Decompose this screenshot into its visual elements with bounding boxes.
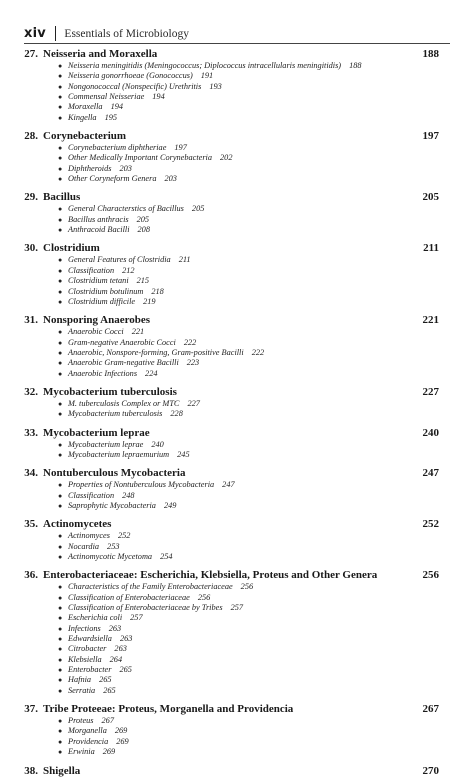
chapter-title: Shigella xyxy=(43,764,81,777)
topic-item[interactable] xyxy=(24,204,439,214)
topic-item[interactable] xyxy=(24,634,439,644)
topic-page-number: 191 xyxy=(200,71,214,81)
topic-page-number: 202 xyxy=(220,153,233,163)
topic-item[interactable] xyxy=(24,71,439,81)
chapter-number: 32. xyxy=(24,385,38,398)
topic-title: Corynebacterium diphtheriae xyxy=(68,143,167,153)
bullet-icon: ● xyxy=(58,532,63,541)
topic-list xyxy=(24,61,439,123)
topic-title: Clostridium tetani xyxy=(68,276,129,286)
topic-list xyxy=(24,399,439,420)
topic-page-number: 208 xyxy=(137,225,150,235)
topic-item[interactable] xyxy=(24,582,439,592)
topic-page-number: 193 xyxy=(209,81,222,91)
topic-title: Anthracoid Bacilli xyxy=(68,225,130,235)
topic-title: Anaerobic Infections xyxy=(68,368,138,378)
chapter-number: 27. xyxy=(24,48,38,60)
topic-page-number: 224 xyxy=(145,368,158,378)
topic-title: Nongonococcal (Nonspecific) Urethritis xyxy=(68,81,202,91)
topic-title: Nocardia xyxy=(68,541,100,551)
topic-page-number: 205 xyxy=(136,214,150,224)
topic-page-number: 212 xyxy=(122,265,135,275)
topic-item[interactable] xyxy=(24,174,439,184)
topic-list xyxy=(24,440,439,461)
chapter-heading[interactable] xyxy=(24,241,439,255)
chapter-page-number: 252 xyxy=(422,518,439,531)
chapter-page-number: 240 xyxy=(422,426,439,439)
chapter-entry xyxy=(24,466,439,511)
chapter-heading[interactable] xyxy=(24,517,439,531)
bullet-icon: ● xyxy=(58,72,63,81)
topic-title: Diphtheroids xyxy=(68,163,112,173)
topic-item[interactable] xyxy=(24,716,439,726)
topic-title: Klebsiella xyxy=(68,654,102,664)
chapter-title: Mycobacterium tuberculosis xyxy=(43,385,177,398)
topic-title: Enterobacter xyxy=(68,665,112,675)
topic-title: Other Medically Important Corynebacteria xyxy=(68,153,213,163)
topic-title: Anaerobic, Nonspore-forming, Gram-positive Bacilli xyxy=(68,347,244,357)
topic-page-number: 248 xyxy=(122,490,135,500)
bullet-icon: ● xyxy=(58,748,63,757)
chapter-entry xyxy=(24,568,439,696)
bullet-icon: ● xyxy=(58,604,63,613)
bullet-icon: ● xyxy=(58,226,63,235)
topic-title: Morganella xyxy=(68,726,107,736)
bullet-icon: ● xyxy=(58,338,63,347)
topic-item[interactable] xyxy=(24,480,439,490)
topic-item[interactable] xyxy=(24,276,439,286)
chapter-heading[interactable] xyxy=(24,385,439,399)
bullet-icon: ● xyxy=(58,399,63,408)
chapter-page-number: 211 xyxy=(423,242,439,255)
chapter-page-number: 256 xyxy=(422,569,439,582)
chapter-entry xyxy=(24,313,439,379)
topic-item[interactable] xyxy=(24,225,439,235)
topic-item[interactable] xyxy=(24,440,439,450)
bullet-icon: ● xyxy=(58,175,63,184)
topic-page-number: 222 xyxy=(251,347,265,357)
topic-item[interactable] xyxy=(24,113,439,123)
chapter-title: Nonsporing Anaerobes xyxy=(43,314,151,327)
bullet-icon: ● xyxy=(58,154,63,163)
topic-title: Characteristics of the Family Enterobacteriaceae xyxy=(68,582,233,592)
topic-list xyxy=(24,327,439,379)
topic-item[interactable] xyxy=(24,552,439,562)
topic-item[interactable] xyxy=(24,675,439,685)
chapter-entry xyxy=(24,702,439,757)
chapter-title: Bacillus xyxy=(43,191,81,204)
topic-page-number: 205 xyxy=(191,204,205,214)
topic-title: Moraxella xyxy=(68,102,103,112)
topic-item[interactable] xyxy=(24,409,439,419)
topic-item[interactable] xyxy=(24,603,439,613)
bullet-icon: ● xyxy=(58,205,63,214)
chapter-title: Neisseria and Moraxella xyxy=(43,48,158,60)
topic-title: Classification xyxy=(68,490,115,500)
topic-item[interactable] xyxy=(24,531,439,541)
topic-page-number: 265 xyxy=(119,665,132,675)
topic-title: Clostridium botulinum xyxy=(68,286,144,296)
chapter-page-number: 227 xyxy=(422,385,439,398)
bullet-icon: ● xyxy=(58,542,63,551)
topic-page-number: 195 xyxy=(104,112,118,122)
chapter-page-number: 267 xyxy=(422,703,439,716)
topic-page-number: 256 xyxy=(240,582,254,592)
topic-item[interactable] xyxy=(24,297,439,307)
chapter-number: 37. xyxy=(24,703,38,716)
bullet-icon: ● xyxy=(58,624,63,633)
chapter-page-number: 247 xyxy=(422,467,439,480)
page-number: xiv xyxy=(24,26,46,41)
bullet-icon: ● xyxy=(58,287,63,296)
bullet-icon: ● xyxy=(58,717,63,726)
topic-list xyxy=(24,716,439,757)
topic-page-number: 218 xyxy=(151,286,164,296)
chapter-entry xyxy=(24,426,439,461)
bullet-icon: ● xyxy=(58,655,63,664)
topic-item[interactable] xyxy=(24,593,439,603)
topic-item[interactable] xyxy=(24,655,439,665)
topic-page-number: 265 xyxy=(99,675,112,685)
topic-page-number: 269 xyxy=(102,747,116,757)
chapter-number: 29. xyxy=(24,191,38,204)
topic-title: Mycobacterium lepraemurium xyxy=(68,449,170,459)
topic-title: Neisseria meningitidis (Meningococcus; Diplococcus intracellularis meningitidis) xyxy=(68,61,342,70)
topic-page-number: 247 xyxy=(222,480,235,490)
topic-title: Anaerobic Gram-negative Bacilli xyxy=(68,358,179,368)
topic-item[interactable] xyxy=(24,102,439,112)
topic-page-number: 188 xyxy=(349,61,362,70)
topic-title: M. tuberculosis Complex or MTC xyxy=(68,398,180,408)
chapter-number: 36. xyxy=(24,569,38,582)
chapter-title: Mycobacterium leprae xyxy=(43,426,150,439)
topic-title: Actinomycotic Mycetoma xyxy=(68,552,153,561)
bullet-icon: ● xyxy=(58,215,63,224)
topic-title: Infections xyxy=(68,623,101,633)
bullet-icon: ● xyxy=(58,450,63,459)
bullet-icon: ● xyxy=(58,410,63,419)
topic-item[interactable] xyxy=(24,358,439,368)
running-header xyxy=(24,26,189,41)
topic-item[interactable] xyxy=(24,542,439,552)
topic-item[interactable] xyxy=(24,726,439,736)
topic-title: Commensal Neisseriae xyxy=(68,92,145,102)
bullet-icon: ● xyxy=(58,666,63,675)
bullet-icon: ● xyxy=(58,645,63,654)
topic-title: Escherichia coli xyxy=(68,613,123,623)
chapter-heading[interactable] xyxy=(24,129,439,143)
table-of-contents xyxy=(24,47,439,784)
topic-page-number: 263 xyxy=(119,634,133,644)
chapter-heading[interactable] xyxy=(24,764,439,778)
chapter-number: 33. xyxy=(24,426,38,439)
chapter-title: Clostridium xyxy=(43,242,100,255)
topic-title: Actinomyces xyxy=(68,531,110,541)
topic-title: General Characterstics of Bacillus xyxy=(68,204,184,214)
bullet-icon: ● xyxy=(58,359,63,368)
bullet-icon: ● xyxy=(58,614,63,623)
chapter-number: 35. xyxy=(24,518,38,531)
bullet-icon: ● xyxy=(58,62,63,70)
chapter-page-number: 270 xyxy=(422,764,439,777)
header-rule xyxy=(24,43,450,44)
chapter-heading[interactable] xyxy=(24,568,439,582)
topic-list xyxy=(24,480,439,511)
chapter-entry xyxy=(24,190,439,235)
topic-page-number: 222 xyxy=(183,337,197,347)
bullet-icon: ● xyxy=(58,144,63,153)
topic-page-number: 203 xyxy=(119,163,132,173)
topic-item[interactable] xyxy=(24,686,439,696)
bullet-icon: ● xyxy=(58,82,63,91)
topic-title: Erwinia xyxy=(68,747,95,757)
topic-title: Mycobacterium tuberculosis xyxy=(68,409,163,419)
topic-item[interactable] xyxy=(24,747,439,757)
topic-page-number: 254 xyxy=(160,552,173,561)
topic-title: Classification of Enterobacteriaceae by Tribes xyxy=(68,603,223,613)
topic-page-number: 240 xyxy=(151,439,164,449)
topic-title: Hafnia xyxy=(68,675,92,685)
bullet-icon: ● xyxy=(58,593,63,602)
topic-page-number: 264 xyxy=(109,654,123,664)
bullet-icon: ● xyxy=(58,553,63,561)
chapter-page-number: 197 xyxy=(422,130,439,143)
topic-item[interactable] xyxy=(24,348,439,358)
bullet-icon: ● xyxy=(58,103,63,112)
topic-item[interactable] xyxy=(24,491,439,501)
topic-title: Citrobacter xyxy=(68,644,107,654)
topic-item[interactable] xyxy=(24,737,439,747)
topic-page-number: 257 xyxy=(230,603,244,613)
topic-page-number: 211 xyxy=(178,255,191,265)
chapter-number: 34. xyxy=(24,467,38,480)
chapter-number: 31. xyxy=(24,314,38,327)
topic-title: Bacillus anthracis xyxy=(68,214,129,224)
topic-page-number: 194 xyxy=(110,102,124,112)
topic-item[interactable] xyxy=(24,613,439,623)
bullet-icon: ● xyxy=(58,491,63,500)
topic-page-number: 203 xyxy=(164,174,177,184)
bullet-icon: ● xyxy=(58,686,63,695)
bullet-icon: ● xyxy=(58,676,63,685)
topic-list xyxy=(24,582,439,696)
bullet-icon: ● xyxy=(58,727,63,736)
chapter-heading[interactable] xyxy=(24,426,439,440)
bullet-icon: ● xyxy=(58,501,63,510)
topic-list xyxy=(24,143,439,184)
bullet-icon: ● xyxy=(58,481,63,490)
bullet-icon: ● xyxy=(58,277,63,286)
chapter-title: Tribe Proteeae: Proteus, Morganella and Providencia xyxy=(43,703,294,716)
topic-title: Kingella xyxy=(68,112,97,122)
topic-list xyxy=(24,204,439,235)
topic-page-number: 267 xyxy=(101,716,114,726)
bullet-icon: ● xyxy=(58,266,63,275)
chapter-page-number: 221 xyxy=(422,314,439,327)
bullet-icon: ● xyxy=(58,328,63,337)
chapter-heading[interactable] xyxy=(24,702,439,716)
topic-page-number: 245 xyxy=(177,449,190,459)
topic-list xyxy=(24,255,439,307)
book-title: Essentials of Microbiology xyxy=(64,27,189,40)
topic-page-number: 249 xyxy=(163,500,177,510)
topic-title: Other Coryneform Genera xyxy=(68,174,157,184)
topic-page-number: 257 xyxy=(130,613,143,623)
bullet-icon: ● xyxy=(58,256,63,265)
topic-page-number: 215 xyxy=(136,276,150,286)
topic-item[interactable] xyxy=(24,624,439,634)
topic-item[interactable] xyxy=(24,215,439,225)
bullet-icon: ● xyxy=(58,93,63,102)
topic-page-number: 197 xyxy=(174,143,187,153)
topic-title: Providencia xyxy=(68,736,109,746)
chapter-title: Corynebacterium xyxy=(43,130,127,143)
chapter-entry xyxy=(24,129,439,184)
topic-title: Mycobacterium leprae xyxy=(68,439,144,449)
chapter-heading[interactable] xyxy=(24,190,439,204)
chapter-entry xyxy=(24,764,439,778)
topic-title: Clostridium difficile xyxy=(68,296,136,306)
topic-item[interactable] xyxy=(24,450,439,460)
topic-item[interactable] xyxy=(24,61,439,71)
chapter-entry xyxy=(24,47,439,123)
topic-list xyxy=(24,531,439,562)
topic-item[interactable] xyxy=(24,644,439,654)
chapter-title: Actinomycetes xyxy=(43,518,112,531)
topic-page-number: 227 xyxy=(187,398,200,408)
chapter-number: 30. xyxy=(24,242,38,255)
topic-title: General Features of Clostridia xyxy=(68,255,171,265)
topic-page-number: 269 xyxy=(114,726,128,736)
chapter-entry xyxy=(24,241,439,307)
bullet-icon: ● xyxy=(58,583,63,592)
header-divider xyxy=(55,26,57,41)
chapter-entry xyxy=(24,517,439,562)
topic-title: Neisseria gonorrhoeae (Gonococcus) xyxy=(68,71,193,81)
topic-page-number: 253 xyxy=(107,541,120,551)
chapter-page-number: 188 xyxy=(422,48,439,60)
topic-item[interactable] xyxy=(24,665,439,675)
topic-page-number: 263 xyxy=(114,644,127,654)
topic-item[interactable] xyxy=(24,143,439,153)
topic-item[interactable] xyxy=(24,338,439,348)
topic-title: Serratia xyxy=(68,685,96,695)
chapter-page-number: 205 xyxy=(422,191,439,204)
chapter-number: 38. xyxy=(24,764,38,777)
topic-item[interactable] xyxy=(24,501,439,511)
topic-title: Saprophytic Mycobacteria xyxy=(68,500,156,510)
topic-title: Classification of Enterobacteriaceae xyxy=(68,592,190,602)
topic-item[interactable] xyxy=(24,255,439,265)
topic-page-number: 219 xyxy=(143,296,156,306)
bullet-icon: ● xyxy=(58,635,63,644)
topic-item[interactable] xyxy=(24,82,439,92)
topic-item[interactable] xyxy=(24,369,439,379)
topic-item[interactable] xyxy=(24,92,439,102)
bullet-icon: ● xyxy=(58,113,63,122)
topic-page-number: 228 xyxy=(170,409,183,419)
topic-page-number: 223 xyxy=(186,358,200,368)
chapter-heading[interactable] xyxy=(24,313,439,327)
chapter-title: Enterobacteriaceae: Escherichia, Klebsiella, Proteus and Other Genera xyxy=(43,569,378,582)
topic-item[interactable] xyxy=(24,287,439,297)
topic-page-number: 221 xyxy=(131,327,145,337)
bullet-icon: ● xyxy=(58,164,63,173)
bullet-icon: ● xyxy=(58,369,63,378)
chapter-heading[interactable] xyxy=(24,47,439,61)
topic-page-number: 194 xyxy=(152,92,165,102)
topic-page-number: 269 xyxy=(116,736,129,746)
chapter-title: Nontuberculous Mycobacteria xyxy=(43,467,186,480)
topic-title: Gram-negative Anaerobic Cocci xyxy=(68,337,176,347)
chapter-entry xyxy=(24,385,439,420)
topic-title: Properties of Nontuberculous Mycobacteria xyxy=(68,480,215,490)
topic-item[interactable] xyxy=(24,266,439,276)
topic-page-number: 252 xyxy=(117,531,131,541)
chapter-number: 28. xyxy=(24,130,38,143)
topic-item[interactable] xyxy=(24,164,439,174)
bullet-icon: ● xyxy=(58,440,63,449)
topic-title: Edwardsiella xyxy=(68,634,112,644)
topic-page-number: 256 xyxy=(197,592,211,602)
topic-page-number: 263 xyxy=(108,623,122,633)
chapter-heading[interactable] xyxy=(24,466,439,480)
topic-title: Anaerobic Cocci xyxy=(68,327,124,337)
bullet-icon: ● xyxy=(58,737,63,746)
topic-title: Classification xyxy=(68,265,115,275)
topic-page-number: 265 xyxy=(103,685,116,695)
topic-title: Proteus xyxy=(68,716,94,726)
topic-item[interactable] xyxy=(24,327,439,337)
bullet-icon: ● xyxy=(58,297,63,306)
topic-item[interactable] xyxy=(24,399,439,409)
bullet-icon: ● xyxy=(58,348,63,357)
topic-item[interactable] xyxy=(24,153,439,163)
